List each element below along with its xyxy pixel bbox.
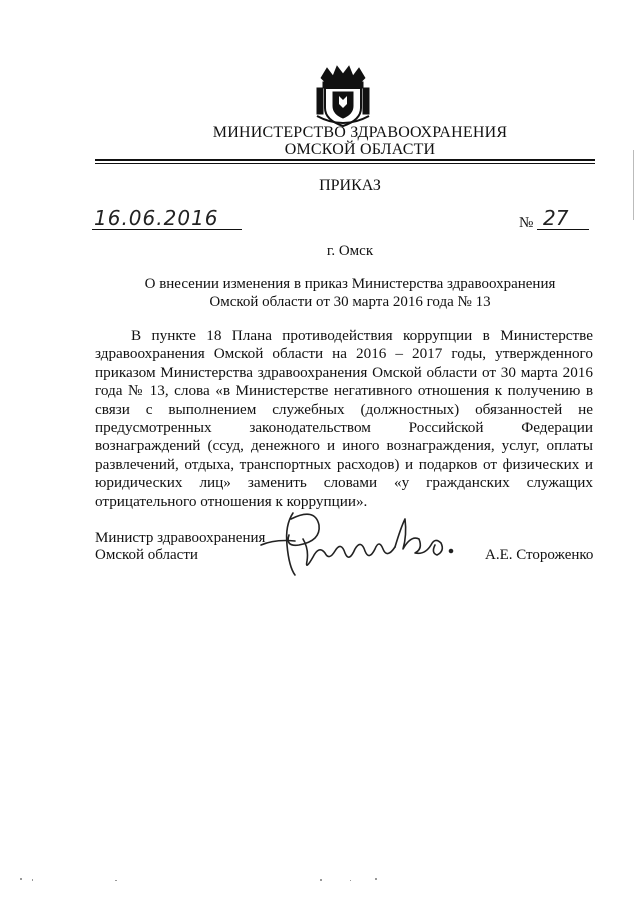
- ministry-name-line2: ОМСКОЙ ОБЛАСТИ: [284, 141, 436, 158]
- header-rule-thin: [95, 163, 595, 164]
- signatory-title-line2: Омской области: [95, 547, 198, 563]
- handwritten-number: 27: [543, 206, 569, 230]
- date-underline: [92, 229, 242, 230]
- header-rule-thick: [95, 159, 595, 161]
- scan-artifacts: [20, 875, 400, 885]
- order-body-paragraph: В пункте 18 Плана противодействия коррупции в Министерстве здравоохранения Омской области на 2016 – 2017 годы, утвержденного приказом Министерства здравоохранения Омской области от 30 марта 2016 года № 13, слова «в Министерстве негативного отношения к получению в связи с выполнением служебных (должностных) обязанностей не предусмотренных законодательством Российской Федерации вознаграждений (ссуд, денежного и иного вознаграждения, услуг, оплаты развлечений, отдыха, транспортных расходов) и подарков от физических и юридических лиц» заменить словами «у гражданских служащих отрицательного отношения к коррупции».: [95, 327, 593, 510]
- coat-of-arms-emblem: [313, 64, 373, 128]
- signatory-title-line1: Министр здравоохранения: [95, 530, 266, 546]
- handwritten-date: 16.06.2016: [94, 206, 219, 230]
- document-type: ПРИКАЗ: [319, 177, 381, 194]
- subject-line2: Омской области от 30 марта 2016 года № 13: [209, 294, 491, 310]
- city: г. Омск: [326, 243, 374, 259]
- ministry-name-line1: МИНИСТЕРСТВО ЗДРАВООХРАНЕНИЯ: [212, 124, 508, 141]
- subject-line1: О внесении изменения в приказ Министерства здравоохранения: [144, 276, 556, 292]
- number-underline: [537, 229, 589, 230]
- signatory-name: А.Е. Стороженко: [485, 547, 594, 563]
- number-label: №: [519, 215, 534, 231]
- handwritten-signature: [255, 505, 480, 580]
